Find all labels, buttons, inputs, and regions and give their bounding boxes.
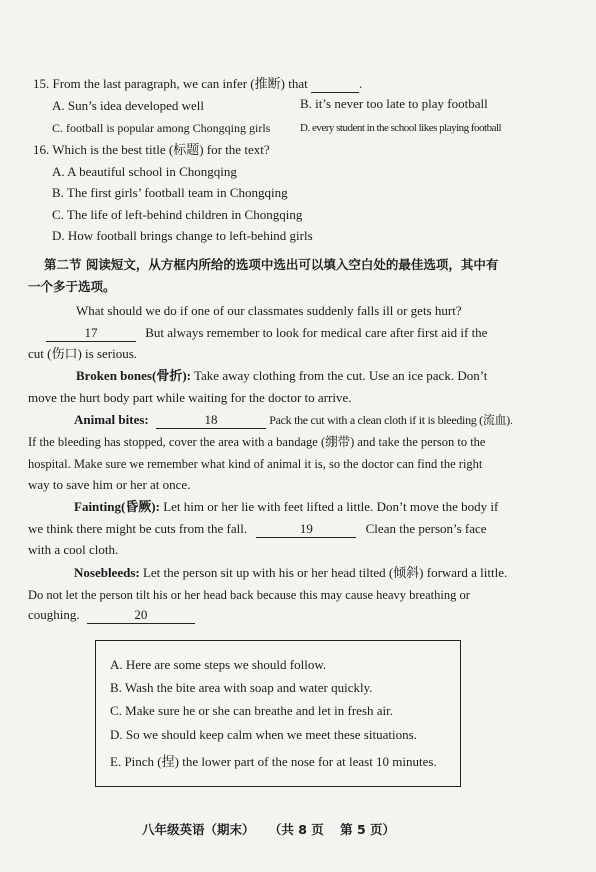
p2-line1 [76,368,487,384]
blank-18: 18 [156,412,266,429]
p4-line2-text: we think there might be cuts from the fall. [28,521,248,536]
q16-stem: 16. Which is the best title (标题) for the text? [33,142,270,157]
option-b: B. Wash the bite area with soap and water quickly. [110,680,373,695]
p1-line3: cut (伤口) is serious. [28,346,138,361]
p3-line2: If the bleeding has stopped, cover the area with a bandage (绷带) and take the person to the [28,435,486,449]
p4-heading-cn: (昏厥): [120,499,160,514]
p5-line2: Do not let the person tilt his or her head back because this may cause heavy breathing or [28,588,470,602]
p5-heading: Nosebleeds: [74,565,140,580]
q15-option-b: B. it’s never too late to play football [300,96,488,111]
p3-line1-text: Pack the cut with a clean cloth if it is bleeding (流血). [269,413,513,427]
p1-line2 [46,325,487,342]
blank-19: 19 [256,521,356,538]
q15-option-c: C. football is popular among Chongqing girls [52,121,271,135]
p4-heading: Fainting [74,499,121,514]
q15-stem-end: . [358,76,363,91]
p2-line2: move the hurt body part while waiting for the doctor to arrive. [28,390,352,405]
p2-heading-cn: (骨折): [151,368,191,383]
q16-option-c: C. The life of left-behind children in Chongqing [52,207,303,222]
q15-stem-text: 15. From the last paragraph, we can infer (推断) that [33,76,308,91]
option-c: C. Make sure he or she can breathe and let in fresh air. [110,703,394,718]
p5-line3-text: coughing. [28,607,80,622]
q16-option-b: B. The first girls’ football team in Chongqing [52,185,288,200]
p4-line1 [74,499,498,515]
options-box [95,640,461,787]
footer-page-number: 第 5 页） [340,822,396,837]
option-a: A. Here are some steps we should follow. [110,657,327,672]
blank-20: 20 [87,607,195,624]
p3-line3: hospital. Make sure we remember what kind of animal it is, so the doctor can find the right [28,457,483,471]
footer-total-pages: （共 8 页 [268,822,324,837]
page-footer [142,820,395,838]
option-d: D. So we should keep calm when we meet these situations. [110,727,417,742]
p1-line1: What should we do if one of our classmates suddenly falls ill or gets hurt? [76,303,462,318]
p5-line1-text: Let the person sit up with his or her head tilted (倾斜) forward a little. [142,565,508,580]
p3-line4: way to save him or her at once. [28,477,191,492]
option-e: E. Pinch (捏) the lower part of the nose for at least 10 minutes. [110,754,437,769]
p4-line3: with a cool cloth. [28,542,119,557]
p3-line1 [74,412,513,429]
p2-line1-text: Take away clothing from the cut. Use an ice pack. Don’t [194,368,488,383]
p4-line1-text: Let him or her lie with feet lifted a little. Don’t move the body if [163,499,499,514]
blank-17: 17 [46,325,136,342]
footer-subject: 八年级英语（期末） [142,822,255,837]
q15-option-d: D. every student in the school likes playing football [300,122,502,134]
p1-line2-text: But always remember to look for medical care after first aid if the [145,325,488,340]
q15-blank [311,76,359,93]
q15-option-a: A. Sun’s idea developed well [52,98,204,113]
q16-option-a: A. A beautiful school in Chongqing [52,164,237,179]
p4-line2-tail: Clean the person’s face [365,521,487,536]
section2-heading-line1: 第二节 阅读短文，从方框内所给的选项中选出可以填入空白处的最佳选项，其中有 [44,257,499,272]
q15-stem [33,76,362,93]
p4-line2 [28,521,487,538]
section2-heading-line2: 一个多于选项。 [28,279,116,294]
p5-line3 [28,607,195,624]
p5-line1 [74,565,507,581]
q16-option-d: D. How football brings change to left-behind girls [52,228,313,243]
p3-heading: Animal bites: [74,412,149,427]
p2-heading: Broken bones [76,368,152,383]
